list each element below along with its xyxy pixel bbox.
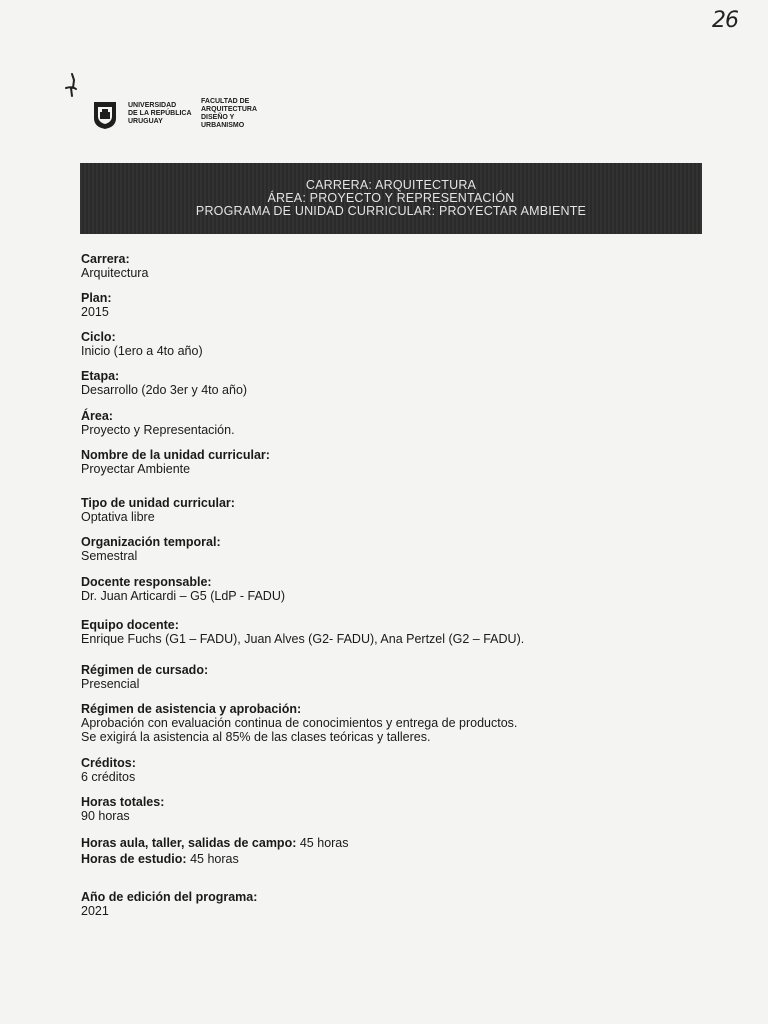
field-value: 2021 (81, 904, 109, 918)
banner-program: PROGRAMA DE UNIDAD CURRICULAR: PROYECTAR AMBIENTE (195, 204, 587, 218)
field-label: Área: (81, 409, 113, 423)
field-value: Optativa libre (81, 510, 155, 524)
field-value: Aprobación con evaluación continua de conocimientos y entrega de productos. (81, 716, 518, 730)
field-value: 2015 (81, 305, 109, 319)
field-label: Horas de estudio: (81, 852, 187, 866)
university-name: UNIVERSIDAD DE LA REPÚBLICA URUGUAY (128, 102, 192, 125)
field-label: Horas aula, taller, salidas de campo: (81, 836, 297, 850)
field-value: Proyecto y Representación. (81, 423, 235, 437)
program-banner (80, 163, 702, 234)
field-value: Semestral (81, 549, 138, 563)
field-horas-aula (81, 836, 701, 850)
field-horas-totales (81, 795, 701, 823)
field-label: Régimen de cursado: (81, 663, 209, 677)
field-label: Carrera: (81, 252, 130, 266)
field-label: Nombre de la unidad curricular: (81, 448, 270, 462)
field-label: Créditos: (81, 756, 136, 770)
field-etapa (81, 369, 701, 397)
field-label: Organización temporal: (81, 535, 221, 549)
field-regimen-cursado (81, 663, 701, 691)
field-equipo (81, 618, 701, 646)
field-value: Inicio (1ero a 4to año) (81, 344, 203, 358)
faculty-name: FACULTAD DE ARQUITECTURA DISEÑO Y URBANISMO (201, 98, 257, 129)
field-anio-edicion (81, 890, 701, 918)
page-number: 26 (712, 8, 738, 33)
field-value: Dr. Juan Articardi – G5 (LdP - FADU) (81, 589, 286, 603)
field-carrera (81, 252, 701, 280)
field-tipo (81, 496, 701, 524)
field-value: Presencial (81, 677, 140, 691)
field-value: Enrique Fuchs (G1 – FADU), Juan Alves (G2- FADU), Ana Pertzel (G2 – FADU). (81, 632, 525, 646)
field-creditos (81, 756, 701, 784)
field-docente (81, 575, 701, 603)
field-value: 45 horas (190, 852, 239, 866)
banner-career: CARRERA: ARQUITECTURA (305, 178, 477, 192)
field-label: Equipo docente: (81, 618, 179, 632)
field-value: 90 horas (81, 809, 130, 823)
field-nombre (81, 448, 701, 476)
field-value: Se exigirá la asistencia al 85% de las clases teóricas y talleres. (81, 730, 431, 744)
field-label: Ciclo: (81, 330, 116, 344)
field-label: Docente responsable: (81, 575, 212, 589)
field-label: Etapa: (81, 369, 120, 383)
field-value: Proyectar Ambiente (81, 462, 191, 476)
field-value: Arquitectura (81, 266, 149, 280)
field-horas-estudio (81, 852, 701, 866)
field-label: Horas totales: (81, 795, 165, 809)
header-logos (92, 98, 292, 134)
field-label: Régimen de asistencia y aprobación: (81, 702, 302, 716)
banner-area: ÁREA: PROYECTO Y REPRESENTACIÓN (267, 191, 515, 205)
field-label: Plan: (81, 291, 112, 305)
handwritten-mark-icon (62, 72, 80, 98)
field-label: Tipo de unidad curricular: (81, 496, 235, 510)
field-area (81, 409, 701, 437)
field-label: Año de edición del programa: (81, 890, 258, 904)
field-value: 45 horas (299, 836, 349, 850)
university-seal-icon (92, 100, 118, 130)
field-value: 6 créditos (81, 770, 136, 784)
field-value: Desarrollo (2do 3er y 4to año) (81, 383, 248, 397)
field-organizacion (81, 535, 701, 563)
field-regimen-asistencia (81, 702, 701, 744)
field-ciclo (81, 330, 701, 358)
field-plan (81, 291, 701, 319)
